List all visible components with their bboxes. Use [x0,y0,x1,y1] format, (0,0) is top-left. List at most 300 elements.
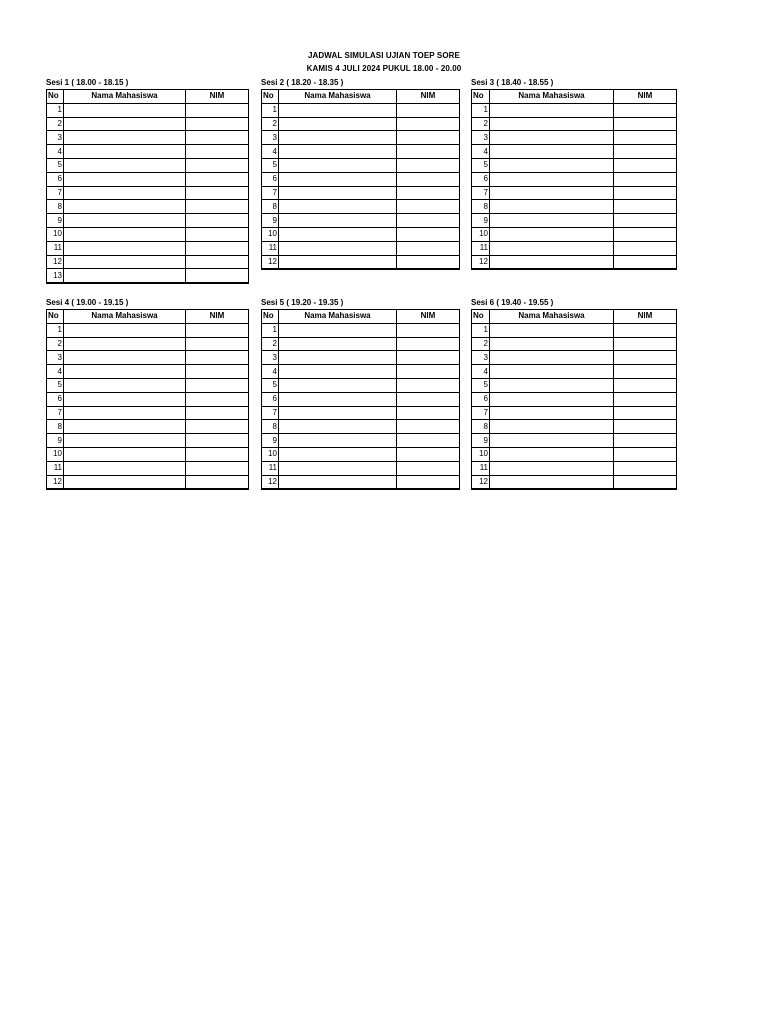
nama-mahasiswa-cell[interactable] [279,447,397,461]
row-number: 5 [47,158,64,172]
nama-mahasiswa-cell[interactable] [64,392,186,406]
row-number: 8 [47,420,64,434]
nim-cell[interactable] [397,214,460,228]
table-row [472,461,677,475]
table-row [47,227,249,241]
header-nim: NIM [397,90,460,104]
table-row [472,241,677,255]
nama-mahasiswa-cell[interactable] [279,131,397,145]
nama-mahasiswa-cell[interactable] [279,241,397,255]
session-label: Sesi 1 ( 18.00 - 18.15 ) [46,78,129,87]
nim-cell[interactable] [186,145,249,159]
nim-cell[interactable] [186,447,249,461]
row-number: 12 [47,475,64,489]
nama-mahasiswa-cell[interactable] [490,378,614,392]
row-number: 6 [47,392,64,406]
header-nama-mahasiswa: Nama Mahasiswa [279,90,397,104]
row-number: 3 [262,131,279,145]
table-row [262,420,460,434]
nama-mahasiswa-cell[interactable] [490,145,614,159]
table-row [262,227,460,241]
nim-cell[interactable] [186,214,249,228]
table-row [262,323,460,337]
table-header-row [262,90,460,104]
nama-mahasiswa-cell[interactable] [64,461,186,475]
nim-cell[interactable] [397,351,460,365]
nama-mahasiswa-cell[interactable] [279,214,397,228]
nama-mahasiswa-cell[interactable] [490,117,614,131]
row-number: 1 [47,103,64,117]
nama-mahasiswa-cell[interactable] [64,323,186,337]
nama-mahasiswa-cell[interactable] [279,103,397,117]
nim-cell[interactable] [397,186,460,200]
header-no: No [262,310,279,324]
nim-cell[interactable] [186,406,249,420]
table-row [472,406,677,420]
table-row [262,434,460,448]
session-block-5 [261,297,460,490]
nim-cell[interactable] [186,200,249,214]
nama-mahasiswa-cell[interactable] [64,406,186,420]
nama-mahasiswa-cell[interactable] [64,145,186,159]
nim-cell[interactable] [614,103,677,117]
table-row [262,392,460,406]
table-row [47,103,249,117]
nama-mahasiswa-cell[interactable] [64,269,186,283]
row-number: 1 [47,323,64,337]
row-number: 6 [472,392,490,406]
table-row [47,378,249,392]
nim-cell[interactable] [397,378,460,392]
row-number: 12 [47,255,64,269]
row-number: 7 [262,406,279,420]
row-number: 10 [472,227,490,241]
nim-cell[interactable] [614,172,677,186]
nim-cell[interactable] [614,214,677,228]
nim-cell[interactable] [186,434,249,448]
nama-mahasiswa-cell[interactable] [490,186,614,200]
nama-mahasiswa-cell[interactable] [490,172,614,186]
nama-mahasiswa-cell[interactable] [64,351,186,365]
row-number: 4 [262,365,279,379]
nim-cell[interactable] [614,420,677,434]
nama-mahasiswa-cell[interactable] [64,214,186,228]
page-title: JADWAL SIMULASI UJIAN TOEP SORE [307,51,460,60]
row-number: 1 [262,103,279,117]
nim-cell[interactable] [397,420,460,434]
row-number: 3 [472,131,490,145]
nim-cell[interactable] [397,158,460,172]
row-number: 12 [472,255,490,269]
page-subtitle: KAMIS 4 JULI 2024 PUKUL 18.00 - 20.00 [306,64,462,73]
row-number: 7 [472,186,490,200]
row-number: 8 [262,420,279,434]
nim-cell[interactable] [397,406,460,420]
table-row [472,200,677,214]
nama-mahasiswa-cell[interactable] [490,406,614,420]
nim-cell[interactable] [397,117,460,131]
nama-mahasiswa-cell[interactable] [490,447,614,461]
nama-mahasiswa-cell[interactable] [279,475,397,489]
nim-cell[interactable] [397,227,460,241]
header-nama-mahasiswa: Nama Mahasiswa [490,310,614,324]
table-row [262,186,460,200]
nim-cell[interactable] [186,269,249,283]
nama-mahasiswa-cell[interactable] [490,461,614,475]
nim-cell[interactable] [397,447,460,461]
nim-cell[interactable] [186,365,249,379]
table-row [262,158,460,172]
nama-mahasiswa-cell[interactable] [279,420,397,434]
nim-cell[interactable] [397,337,460,351]
row-number: 10 [472,447,490,461]
nim-cell[interactable] [186,475,249,489]
table-row [472,186,677,200]
table-row [47,200,249,214]
nim-cell[interactable] [614,406,677,420]
session-table [471,309,677,490]
nim-cell[interactable] [614,434,677,448]
nim-cell[interactable] [614,227,677,241]
nim-cell[interactable] [397,172,460,186]
table-row [47,131,249,145]
nim-cell[interactable] [397,255,460,269]
nim-cell[interactable] [397,200,460,214]
row-number: 1 [472,103,490,117]
table-row [472,365,677,379]
row-number: 3 [47,131,64,145]
table-row [262,378,460,392]
nama-mahasiswa-cell[interactable] [490,158,614,172]
header-nim: NIM [186,310,249,324]
nama-mahasiswa-cell[interactable] [490,241,614,255]
nama-mahasiswa-cell[interactable] [64,365,186,379]
nama-mahasiswa-cell[interactable] [64,117,186,131]
nama-mahasiswa-cell[interactable] [64,475,186,489]
row-number: 11 [472,241,490,255]
session-label: Sesi 6 ( 19.40 - 19.55 ) [471,298,554,307]
row-number: 1 [472,323,490,337]
nim-cell[interactable] [186,241,249,255]
nim-cell[interactable] [614,255,677,269]
nim-cell[interactable] [397,131,460,145]
row-number: 4 [47,145,64,159]
table-row [472,351,677,365]
nim-cell[interactable] [186,158,249,172]
table-row [47,406,249,420]
nim-cell[interactable] [186,392,249,406]
row-number: 9 [262,434,279,448]
row-number: 2 [47,337,64,351]
nim-cell[interactable] [614,392,677,406]
row-number: 5 [262,378,279,392]
table-row [262,351,460,365]
table-row [472,158,677,172]
nim-cell[interactable] [614,186,677,200]
nama-mahasiswa-cell[interactable] [490,434,614,448]
table-row [47,269,249,283]
row-number: 10 [262,227,279,241]
table-row [47,323,249,337]
session-table [261,309,460,490]
session-label: Sesi 2 ( 18.20 - 18.35 ) [261,78,344,87]
nim-cell[interactable] [397,365,460,379]
nim-cell[interactable] [186,420,249,434]
nama-mahasiswa-cell[interactable] [490,475,614,489]
table-row [472,392,677,406]
table-row [472,214,677,228]
nama-mahasiswa-cell[interactable] [279,392,397,406]
table-header-row [262,310,460,324]
table-row [262,255,460,269]
row-number: 2 [262,117,279,131]
table-row [47,145,249,159]
nama-mahasiswa-cell[interactable] [64,131,186,145]
row-number: 3 [262,351,279,365]
nama-mahasiswa-cell[interactable] [490,200,614,214]
nama-mahasiswa-cell[interactable] [490,227,614,241]
nama-mahasiswa-cell[interactable] [279,145,397,159]
table-header-row [47,310,249,324]
row-number: 4 [262,145,279,159]
row-number: 6 [262,392,279,406]
nim-cell[interactable] [614,351,677,365]
header-nama-mahasiswa: Nama Mahasiswa [64,310,186,324]
row-number: 5 [472,158,490,172]
header-nim: NIM [614,90,677,104]
row-number: 7 [47,186,64,200]
nama-mahasiswa-cell[interactable] [279,117,397,131]
row-number: 10 [262,447,279,461]
nama-mahasiswa-cell[interactable] [279,365,397,379]
nama-mahasiswa-cell[interactable] [64,200,186,214]
nama-mahasiswa-cell[interactable] [279,186,397,200]
table-row [47,420,249,434]
table-row [262,447,460,461]
table-row [47,475,249,489]
nim-cell[interactable] [614,200,677,214]
row-number: 12 [472,475,490,489]
nama-mahasiswa-cell[interactable] [279,200,397,214]
nim-cell[interactable] [397,434,460,448]
nama-mahasiswa-cell[interactable] [279,337,397,351]
nim-cell[interactable] [397,461,460,475]
session-label: Sesi 5 ( 19.20 - 19.35 ) [261,298,344,307]
nim-cell[interactable] [186,337,249,351]
table-row [262,365,460,379]
nama-mahasiswa-cell[interactable] [279,378,397,392]
nama-mahasiswa-cell[interactable] [279,227,397,241]
header-nama-mahasiswa: Nama Mahasiswa [279,310,397,324]
table-row [262,200,460,214]
table-row [47,351,249,365]
nim-cell[interactable] [614,365,677,379]
row-number: 2 [262,337,279,351]
table-row [472,420,677,434]
header-no: No [472,310,490,324]
session-label: Sesi 4 ( 19.00 - 19.15 ) [46,298,129,307]
nama-mahasiswa-cell[interactable] [490,255,614,269]
nim-cell[interactable] [186,227,249,241]
table-row [262,406,460,420]
nim-cell[interactable] [614,145,677,159]
row-number: 4 [472,365,490,379]
row-number: 13 [47,269,64,283]
nim-cell[interactable] [614,378,677,392]
nim-cell[interactable] [186,351,249,365]
session-label: Sesi 3 ( 18.40 - 18.55 ) [471,78,554,87]
nim-cell[interactable] [397,241,460,255]
table-header-row [47,90,249,104]
table-row [472,475,677,489]
nim-cell[interactable] [186,186,249,200]
nim-cell[interactable] [186,117,249,131]
nim-cell[interactable] [186,172,249,186]
row-number: 12 [262,255,279,269]
table-row [47,186,249,200]
session-block-1 [46,77,249,284]
header-no: No [47,310,64,324]
table-row [472,323,677,337]
nim-cell[interactable] [397,323,460,337]
table-header-row [472,90,677,104]
row-number: 9 [47,214,64,228]
nama-mahasiswa-cell[interactable] [64,241,186,255]
nama-mahasiswa-cell[interactable] [490,103,614,117]
nim-cell[interactable] [186,103,249,117]
row-number: 3 [472,351,490,365]
row-number: 8 [472,420,490,434]
header-no: No [472,90,490,104]
row-number: 8 [472,200,490,214]
table-row [262,475,460,489]
nama-mahasiswa-cell[interactable] [64,227,186,241]
nama-mahasiswa-cell[interactable] [490,420,614,434]
session-block-6 [471,297,677,490]
table-row [47,447,249,461]
nama-mahasiswa-cell[interactable] [279,255,397,269]
nama-mahasiswa-cell[interactable] [279,158,397,172]
nama-mahasiswa-cell[interactable] [490,392,614,406]
nim-cell[interactable] [614,131,677,145]
row-number: 4 [47,365,64,379]
row-number: 8 [47,200,64,214]
table-row [262,103,460,117]
nim-cell[interactable] [614,475,677,489]
nama-mahasiswa-cell[interactable] [64,337,186,351]
nim-cell[interactable] [614,241,677,255]
session-block-3 [471,77,677,270]
nim-cell[interactable] [186,323,249,337]
nim-cell[interactable] [614,447,677,461]
session-block-4 [46,297,249,490]
table-row [472,145,677,159]
row-number: 6 [47,172,64,186]
nama-mahasiswa-cell[interactable] [279,406,397,420]
nama-mahasiswa-cell[interactable] [64,158,186,172]
table-row [262,214,460,228]
nim-cell[interactable] [397,475,460,489]
row-number: 11 [47,461,64,475]
nama-mahasiswa-cell[interactable] [490,131,614,145]
table-row [47,337,249,351]
nama-mahasiswa-cell[interactable] [64,255,186,269]
table-row [47,434,249,448]
nama-mahasiswa-cell[interactable] [490,337,614,351]
nim-cell[interactable] [614,461,677,475]
row-number: 2 [47,117,64,131]
nama-mahasiswa-cell[interactable] [490,214,614,228]
session-table [46,309,249,490]
table-row [47,158,249,172]
row-number: 7 [472,406,490,420]
table-row [262,172,460,186]
nama-mahasiswa-cell[interactable] [64,172,186,186]
row-number: 10 [47,227,64,241]
nama-mahasiswa-cell[interactable] [490,365,614,379]
nama-mahasiswa-cell[interactable] [279,434,397,448]
nama-mahasiswa-cell[interactable] [490,323,614,337]
table-row [472,117,677,131]
nama-mahasiswa-cell[interactable] [64,378,186,392]
nama-mahasiswa-cell[interactable] [279,461,397,475]
nama-mahasiswa-cell[interactable] [279,351,397,365]
table-row [262,145,460,159]
nama-mahasiswa-cell[interactable] [64,434,186,448]
nama-mahasiswa-cell[interactable] [64,186,186,200]
header-nama-mahasiswa: Nama Mahasiswa [490,90,614,104]
table-row [262,117,460,131]
nim-cell[interactable] [614,323,677,337]
session-table [261,89,460,270]
row-number: 5 [472,378,490,392]
nama-mahasiswa-cell[interactable] [64,447,186,461]
nim-cell[interactable] [186,461,249,475]
nim-cell[interactable] [614,158,677,172]
nim-cell[interactable] [614,117,677,131]
nim-cell[interactable] [397,145,460,159]
nim-cell[interactable] [397,103,460,117]
nama-mahasiswa-cell[interactable] [64,103,186,117]
table-row [47,365,249,379]
table-row [47,392,249,406]
nim-cell[interactable] [397,392,460,406]
header-no: No [47,90,64,104]
nama-mahasiswa-cell[interactable] [279,172,397,186]
nim-cell[interactable] [614,337,677,351]
row-number: 1 [262,323,279,337]
row-number: 11 [47,241,64,255]
row-number: 9 [47,434,64,448]
nim-cell[interactable] [186,255,249,269]
row-number: 2 [472,337,490,351]
table-row [472,131,677,145]
table-row [262,461,460,475]
nama-mahasiswa-cell[interactable] [279,323,397,337]
nim-cell[interactable] [186,378,249,392]
row-number: 11 [262,241,279,255]
row-number: 3 [47,351,64,365]
session-block-2 [261,77,460,270]
table-row [47,241,249,255]
row-number: 6 [262,172,279,186]
header-nim: NIM [186,90,249,104]
header-nim: NIM [397,310,460,324]
table-header-row [472,310,677,324]
nama-mahasiswa-cell[interactable] [490,351,614,365]
nama-mahasiswa-cell[interactable] [64,420,186,434]
nim-cell[interactable] [186,131,249,145]
